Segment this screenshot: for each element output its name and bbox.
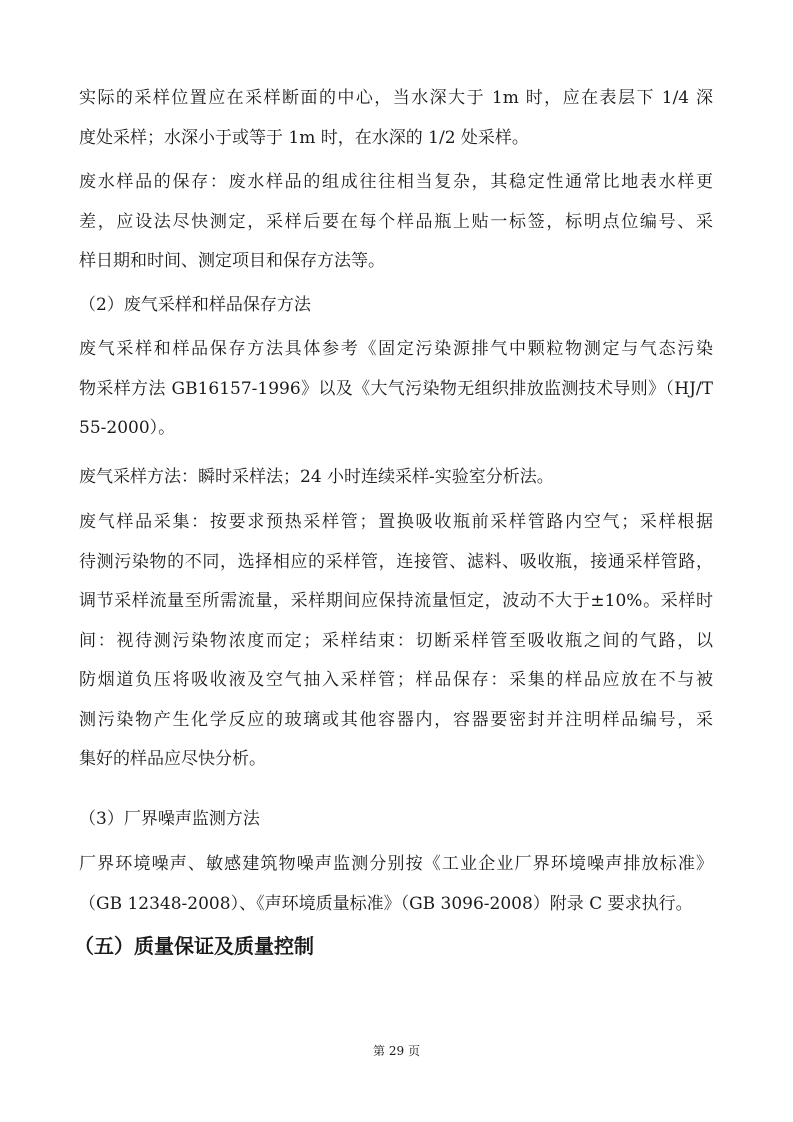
text-line: 样日期和时间、测定项目和保存方法等。 [79, 251, 385, 271]
paragraph-exhaust-collection [79, 503, 713, 780]
paragraph-wastewater-storage [79, 163, 713, 282]
text-line: 55-2000）。 [79, 418, 176, 438]
paragraph-sampling-position [79, 79, 713, 158]
section-heading: （五）质量保证及质量控制 [74, 934, 314, 958]
text-line: 测污染物产生化学反应的玻璃或其他容器内，容器要密封并注明样品编号，采 [79, 709, 713, 730]
text-line: 废气采样方法：瞬时采样法；24 小时连续采样-实验室分析法。 [79, 467, 554, 487]
paragraph-exhaust-method [79, 458, 713, 498]
subheading-noise [79, 800, 713, 840]
text-line: 间：视待测污染物浓度而定；采样结束：切断采样管至吸收瓶之间的气路，以 [79, 630, 713, 651]
text-line: 实际的采样位置应在采样断面的中心，当水深大于 1m 时，应在表层下 1/4 深 [79, 88, 713, 108]
text-line: 度处采样；水深小于或等于 1m 时，在水深的 1/2 处采样。 [79, 127, 529, 148]
text-line: 废气样品采集：按要求预热采样管；置换吸收瓶前采样管路内空气；采样根据 [79, 512, 713, 532]
subheading-text: （3）厂界噪声监测方法 [79, 809, 260, 829]
subheading-text: （2）废气采样和样品保存方法 [79, 295, 311, 315]
text-line: 物采样方法 GB16157-1996》以及《大气污染物无组织排放监测技术导则》（HJ/T [79, 378, 713, 399]
text-line: 废气采样和样品保存方法具体参考《固定污染源排气中颗粒物测定与气态污染 [79, 339, 713, 359]
page-number: 第 29 页 [373, 1044, 420, 1058]
text-line: （GB 12348-2008）、《声环境质量标准》（GB 3096-2008）附录 C 要求执行。 [79, 893, 693, 914]
subheading-exhaust-gas [79, 286, 713, 326]
text-line: 废水样品的保存：废水样品的组成往往相当复杂，其稳定性通常比地表水样更 [79, 172, 713, 192]
text-line: 差，应设法尽快测定，采样后要在每个样品瓶上贴一标签，标明点位编号、采 [79, 211, 713, 232]
paragraph-noise-standards [79, 845, 713, 924]
text-line: 待测污染物的不同，选择相应的采样管，连接管、滤料、吸收瓶，接通采样管路， [79, 551, 713, 572]
text-line: 防烟道负压将吸收液及空气抽入采样管；样品保存：采集的样品应放在不与被 [79, 670, 713, 690]
paragraph-exhaust-reference [79, 330, 713, 449]
text-line: 集好的样品应尽快分析。 [79, 749, 266, 769]
text-line: 厂界环境噪声、敏感建筑物噪声监测分别按《工业企业厂界环境噪声排放标准》 [79, 854, 713, 874]
text-line: 调节采样流量至所需流量，采样期间应保持流量恒定，波动不大于±10%。采样时 [79, 591, 713, 611]
